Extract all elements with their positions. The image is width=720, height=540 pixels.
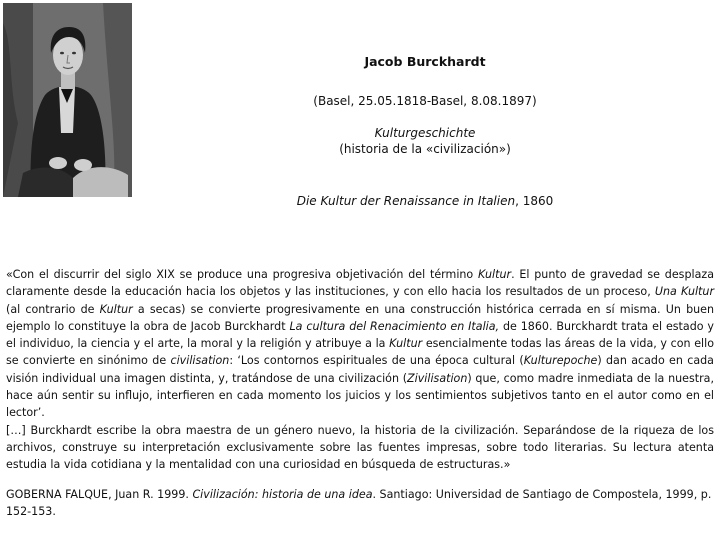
person-name: Jacob Burckhardt (364, 54, 486, 69)
work-title: Die Kultur der Renaissance in Italien (296, 194, 516, 208)
quote-italic-term: Kulturepoche (523, 354, 598, 368)
quote-italic-term: La cultura del Renacimiento en Italia, (289, 319, 500, 333)
quote-text-run: (al contrario de (6, 302, 100, 316)
quote-text-run: . El punto de gravedad se desplaza claramente desde la educación hacia los objetos y las instituciones, y con ello hacia los resultados de un proceso, (6, 268, 714, 299)
kulturgeschichte-gloss: (historia de la «civilización») (339, 142, 511, 156)
bibliographic-reference (6, 486, 714, 521)
quote-paragraph-1 (6, 266, 714, 422)
reference-title: Civilización: historia de una idea (192, 488, 373, 501)
quote-text-run: «Con el discurrir del siglo XIX se produce una progresiva objetivación del término (6, 268, 479, 281)
portrait-photo (3, 3, 132, 197)
life-dates: (Basel, 25.05.1818-Basel, 8.08.1897) (313, 94, 537, 108)
reference-author-year: GOBERNA FALQUE, Juan R. 1999. (6, 488, 193, 501)
main-work (225, 193, 625, 209)
reference-publisher: . Santiago: Universidad de Santiago de Compostela, 1999, p. 152-153. (6, 488, 712, 519)
quote-text-run: ) dan acado en cada visión individual una imagen distinta, y, tratándose de una civilización ( (6, 354, 714, 385)
quote-italic-term: Kultur (478, 268, 512, 281)
quote-paragraph-2: […] Burckhardt escribe la obra maestra de un género nuevo, la historia de la civilización. Separándose de la riqueza de los archivos, construye su interpretación exclusivamente sobre las fuentes impresas, sobre todo literarias. Su lectura atenta estudia la vida cotidiana y la mentalidad con una curiosidad en búsqueda de estructuras.» (6, 423, 714, 472)
kulturgeschichte-block (225, 125, 625, 157)
quote-text-run: esencialmente todas las áreas de la vida, y con ello se convierte en sinónimo de (6, 337, 714, 368)
quote-text-run: ) que, como madre inmediata de la nuestra, hace aún sentir su influjo, interfieren en cada momento los juicios y los sentimientos subjetivos tanto en el autor como en el lector’. (6, 371, 714, 420)
quote-italic-term: civilisation (170, 354, 230, 368)
quote-text-run: : ‘Los contornos espirituales de una época cultural ( (229, 354, 524, 368)
quote-italic-term: Kultur (389, 337, 423, 351)
kulturgeschichte-term: Kulturgeschichte (374, 126, 476, 140)
quote-italic-term: Kultur (99, 302, 133, 316)
work-year: , 1860 (515, 194, 554, 208)
quote-text-run: a secas) se convierte progresivamente en una construcción histórica cerrada en sí misma. Un buen ejemplo lo constituye la obra de Jacob Burckhardt (6, 302, 715, 333)
quote-text-run: de 1860. Burckhardt trata el estado y el individuo, la ciencia y el arte, la moral y la religión y atribuye a la (6, 319, 714, 351)
quote-italic-term: Zivilisation (407, 371, 468, 385)
quotation (6, 266, 714, 474)
quote-italic-term: Una Kultur (654, 285, 714, 299)
